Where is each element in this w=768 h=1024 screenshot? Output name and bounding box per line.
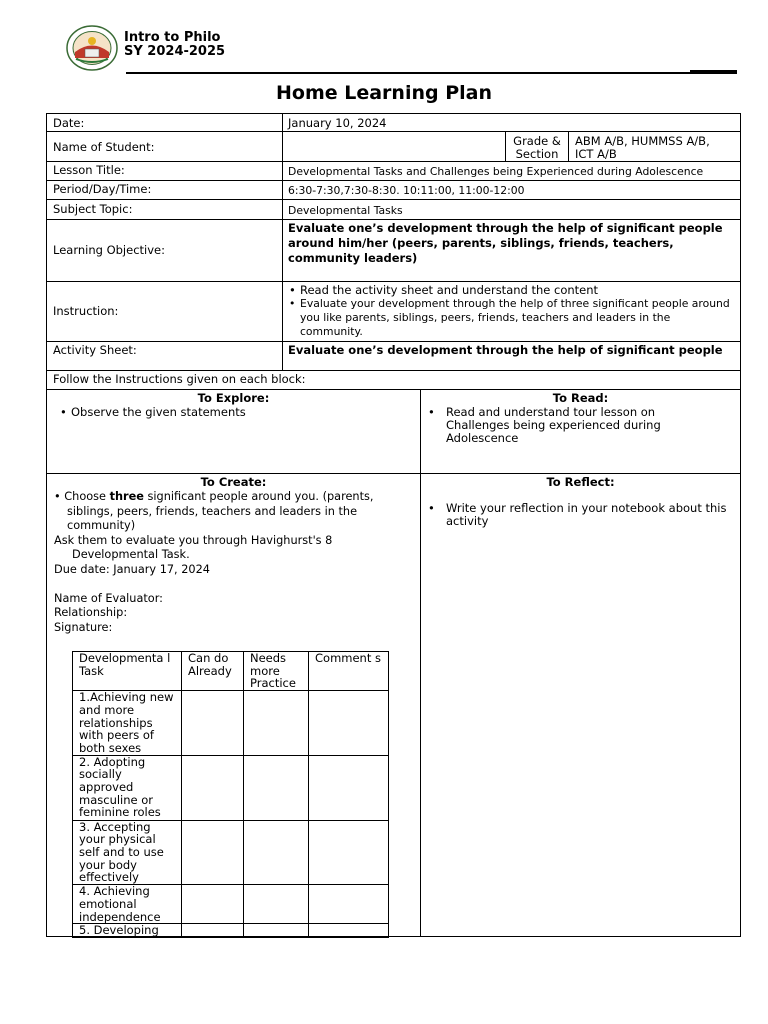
dev-task-name: 2. Adopting socially approved masculine or feminine roles: [73, 755, 182, 820]
follow-instructions-text: Follow the Instructions given on each block:: [53, 372, 306, 386]
create-title: To Create:: [200, 475, 267, 489]
comments-cell[interactable]: [309, 885, 389, 924]
page-title: Home Learning Plan: [275, 82, 492, 104]
read-title: To Read:: [552, 391, 609, 405]
period-label: Period/Day/Time:: [53, 182, 152, 196]
instruction-item: • Read the activity sheet and understand the content: [288, 283, 734, 297]
subject-topic-value: Developmental Tasks: [288, 204, 403, 217]
needs-practice-cell[interactable]: [244, 755, 309, 820]
dev-table-header: Can do Already: [182, 652, 244, 691]
dev-table-header: Comment s: [309, 652, 389, 691]
can-do-cell[interactable]: [182, 885, 244, 924]
activity-sheet-value: Evaluate one’s development through the help of significant people: [288, 343, 723, 357]
needs-practice-cell[interactable]: [244, 820, 309, 885]
reflect-list: [427, 502, 727, 528]
explore-title: To Explore:: [197, 391, 270, 405]
create-due-date: Due date: January 17, 2024: [54, 562, 210, 576]
school-seal-logo: [66, 25, 118, 71]
create-instructions: [54, 490, 420, 635]
comments-cell[interactable]: [309, 755, 389, 820]
dev-table-header: Developmenta l Task: [73, 652, 182, 691]
grade-section-value: ABM A/B, HUMMSS A/B, ICT A/B: [575, 134, 710, 161]
needs-practice-cell[interactable]: [244, 691, 309, 756]
comments-cell[interactable]: [309, 820, 389, 885]
signature-label: Signature:: [54, 620, 113, 634]
dev-task-name: 3. Accepting your physical self and to use your body effectively: [73, 820, 182, 885]
needs-practice-cell[interactable]: [244, 924, 309, 938]
comments-cell[interactable]: [309, 691, 389, 756]
period-value: 6:30-7:30,7:30-8:30. 10:11:00, 11:00-12:00: [288, 184, 525, 197]
can-do-cell[interactable]: [182, 691, 244, 756]
header-rule-accent: [690, 70, 737, 72]
school-year: SY 2024-2025: [124, 44, 226, 59]
comments-cell[interactable]: [309, 924, 389, 938]
dev-task-name: 1.Achieving new and more relationships with peers of both sexes: [73, 691, 182, 756]
developmental-task-table: [72, 651, 389, 938]
instruction-label: Instruction:: [53, 304, 119, 318]
needs-practice-cell[interactable]: [244, 885, 309, 924]
can-do-cell[interactable]: [182, 924, 244, 938]
read-list: [427, 406, 687, 445]
explore-item: • Observe the given statements: [59, 406, 409, 419]
explore-list: [59, 406, 409, 419]
lesson-title-label: Lesson Title:: [53, 163, 125, 177]
date-label: Date:: [53, 116, 85, 130]
dev-task-name: 4. Achieving emotional independence: [73, 885, 182, 924]
can-do-cell[interactable]: [182, 755, 244, 820]
create-choose-item: • Choose three significant people around you. (parents, siblings, peers, friends, teachers and leaders in the community): [54, 490, 374, 533]
evaluator-label: Name of Evaluator:: [54, 591, 163, 605]
course-name: Intro to Philo: [124, 30, 221, 45]
relationship-label: Relationship:: [54, 606, 128, 620]
instruction-list: [288, 283, 734, 339]
create-ask-text: Ask them to evaluate you through Havighurst's 8 Developmental Task.: [54, 533, 333, 562]
date-value: January 10, 2024: [288, 116, 387, 130]
dev-task-name: 5. Developing: [73, 924, 182, 938]
subject-topic-label: Subject Topic:: [53, 202, 133, 216]
student-name-field[interactable]: [288, 135, 502, 157]
reflect-title: To Reflect:: [546, 475, 615, 489]
reflect-item: • Write your reflection in your notebook about this activity: [427, 502, 727, 528]
dev-table-header: Needs more Practice: [244, 652, 309, 691]
lesson-title-value: Developmental Tasks and Challenges being Experienced during Adolescence: [288, 165, 704, 178]
learning-objective-label: Learning Objective:: [53, 243, 165, 257]
grade-section-label: Grade & Section: [513, 134, 561, 161]
header-rule: [126, 72, 737, 74]
student-name-label: Name of Student:: [53, 140, 155, 154]
learning-objective-value: Evaluate one’s development through the help of significant people around him/her (peers, parents, siblings, friends, teachers, community leaders): [288, 221, 723, 265]
read-item: • Read and understand tour lesson on Challenges being experienced during Adolescence: [427, 406, 687, 445]
instruction-item: • Evaluate your development through the help of three significant people around you like parents, siblings, peers, friends, teachers and leaders in the community.: [288, 297, 734, 339]
activity-sheet-label: Activity Sheet:: [53, 343, 137, 357]
can-do-cell[interactable]: [182, 820, 244, 885]
